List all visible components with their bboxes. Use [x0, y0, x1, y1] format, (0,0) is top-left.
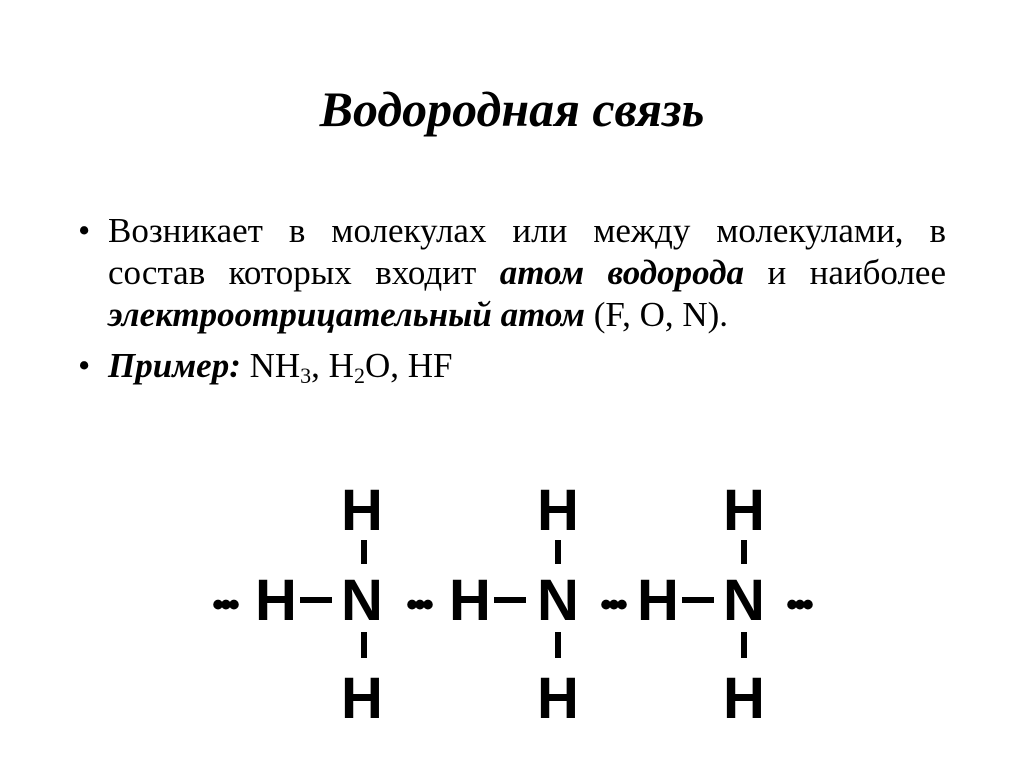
hydrogen-bond-dots: •••: [406, 586, 430, 624]
formula-part: , H: [311, 346, 354, 385]
hydrogen-bond-dots: •••: [600, 586, 624, 624]
example-label: Пример:: [108, 346, 241, 385]
formula-subscript: 2: [353, 363, 365, 388]
hydrogen-atom: H: [449, 568, 491, 633]
bullet-list: [78, 210, 946, 396]
formula-part: O, HF: [364, 346, 453, 385]
bullet-definition: [78, 210, 946, 336]
bullet-marker: •: [78, 211, 91, 250]
hydrogen-bond-dots: •••: [786, 586, 810, 624]
hydrogen-atom: H: [537, 478, 579, 543]
nitrogen-atom: N: [341, 568, 383, 633]
hydrogen-atom: H: [341, 666, 383, 731]
ammonia-hydrogen-bond-diagram: [0, 460, 1024, 740]
bullet-marker: •: [78, 346, 91, 385]
electronegative-atom-emphasis: электроотрицательный атом: [108, 295, 586, 334]
definition-text-part: и наиболее: [744, 253, 947, 292]
example-text: [108, 345, 946, 387]
nitrogen-atom: N: [537, 568, 579, 633]
bullet-example: [78, 345, 946, 387]
formula-nh3: [249, 346, 312, 388]
slide-title: Водородная связь: [319, 81, 705, 137]
hydrogen-bond-dots: •••: [212, 586, 236, 624]
hydrogen-atom: H: [723, 478, 765, 543]
hydrogen-atom: H: [637, 568, 679, 633]
definition-text-part: Возникает в молекулах или между молекулами, в состав которых входит: [108, 211, 946, 292]
definition-text: [108, 210, 946, 336]
hydrogen-atom: H: [255, 568, 297, 633]
hydrogen-atom: H: [537, 666, 579, 731]
nitrogen-atom: N: [723, 568, 765, 633]
formula-part: NH: [249, 346, 301, 385]
hydrogen-atom: H: [341, 478, 383, 543]
formula-subscript: 3: [300, 363, 312, 388]
definition-text-part: (F, O, N).: [585, 295, 729, 334]
hydrogen-atom: H: [723, 666, 765, 731]
hydrogen-atom-emphasis: атом водорода: [499, 253, 745, 292]
